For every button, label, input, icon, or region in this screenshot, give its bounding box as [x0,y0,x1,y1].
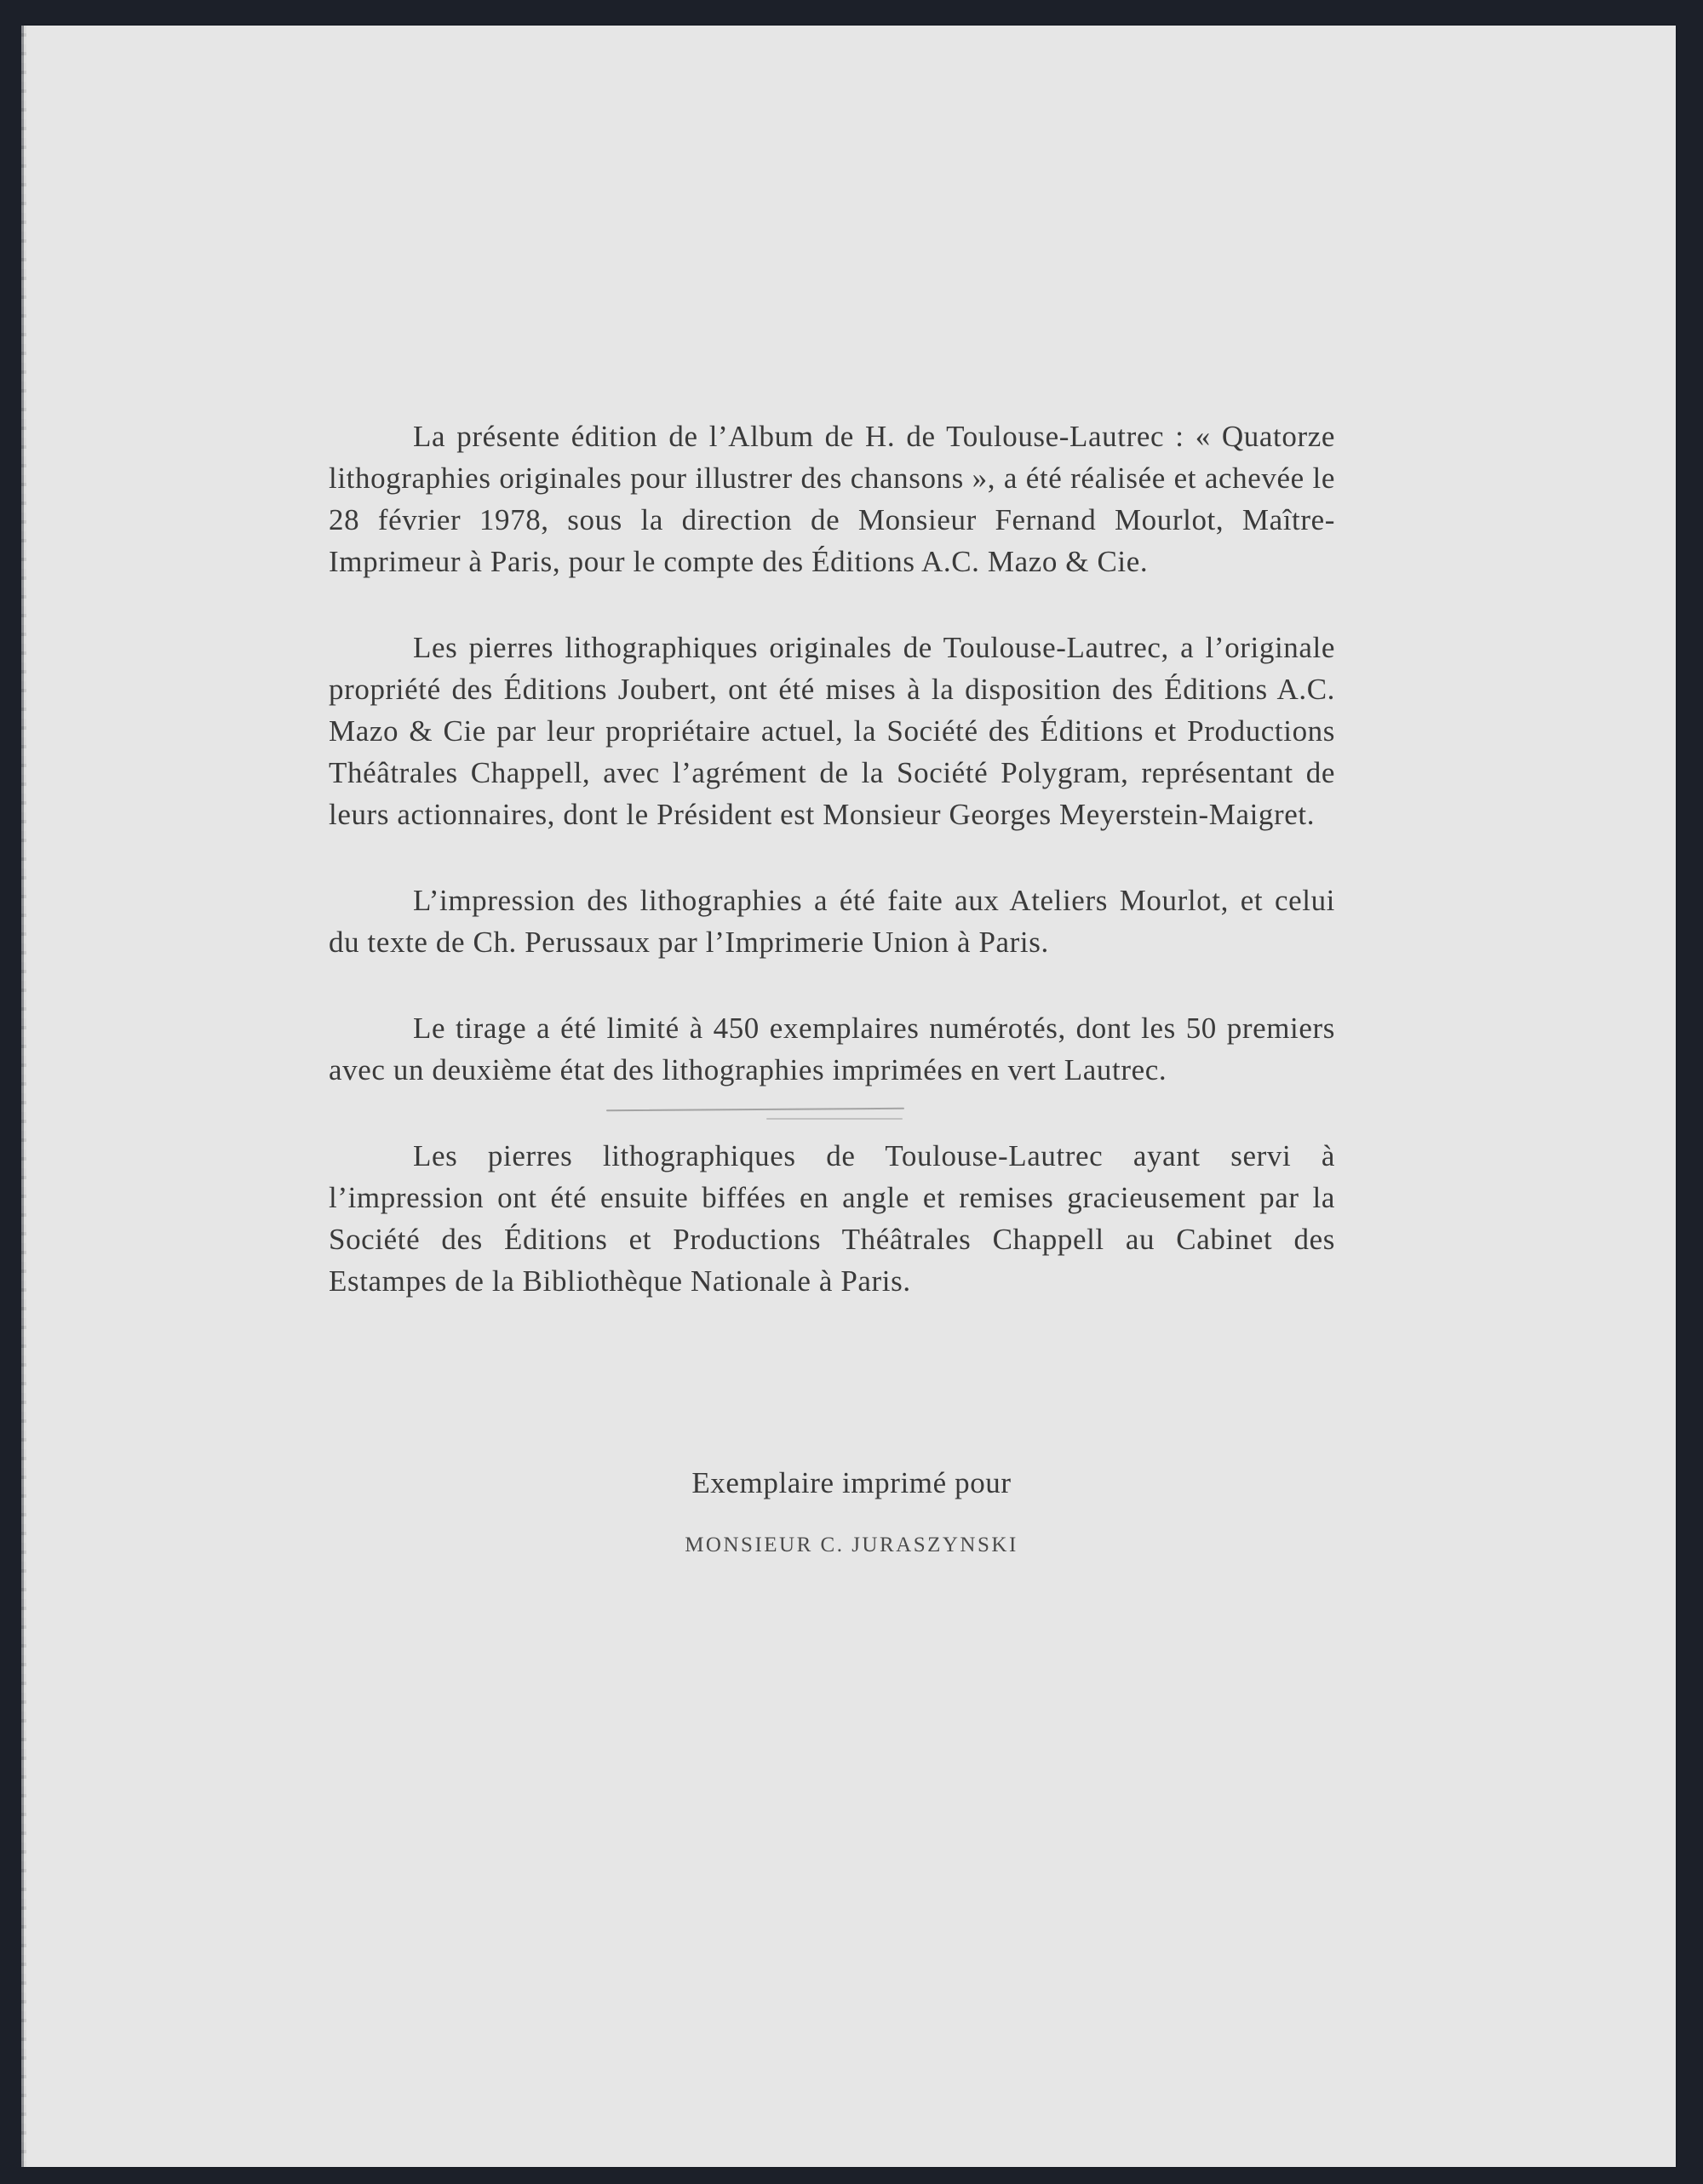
colophon-text [329,416,1335,1302]
recipient-name: MONSIEUR C. JURASZYNSKI [685,1533,1018,1556]
paragraph-printing: L’impression des lithographies a été faite aux Ateliers Mourlot, et celui du texte de Ch. Perussaux par l’Imprimerie Union à Paris. [329,884,1335,959]
dedication-line: Exemplaire imprimé pour [691,1466,1012,1499]
paragraph-print-run: Le tirage a été limité à 450 exemplaires numérotés, dont les 50 premiers avec un deuxième état des lithographies imprimées en vert Lautrec. [329,1012,1335,1086]
paragraph-stones-provenance: Les pierres lithographiques originales de Toulouse-Lautrec, a l’originale propriété des Éditions Joubert, ont été mises à la disposition des Éditions A.C. Mazo & Cie par leur propriétaire actuel, la Société des Éditions et Productions Théâtrales Chappell, avec l’agrément de la Société Polygram, représentant de leurs actionnaires, dont le Président est Monsieur Georges Meyerstein-Maigret. [329,631,1335,831]
paragraph-edition: La présente édition de l’Album de H. de Toulouse-Lautrec : « Quatorze lithographies originales pour illustrer des chansons », a été réalisée et achevée le 28 février 1978, sous la direction de Monsieur Fernand Mourlot, Maître-Imprimeur à Paris, pour le compte des Éditions A.C. Mazo & Cie. [329,420,1335,578]
pencil-underline-mark-secondary [766,1118,903,1120]
paragraph-stones-donation: Les pierres lithographiques de Toulouse-Lautrec ayant servi à l’impression ont été ensuite biffées en angle et remises gracieusement par la Société des Éditions et Productions Théâtrales Chappell au Cabinet des Estampes de la Bibliothèque Nationale à Paris. [329,1139,1335,1298]
